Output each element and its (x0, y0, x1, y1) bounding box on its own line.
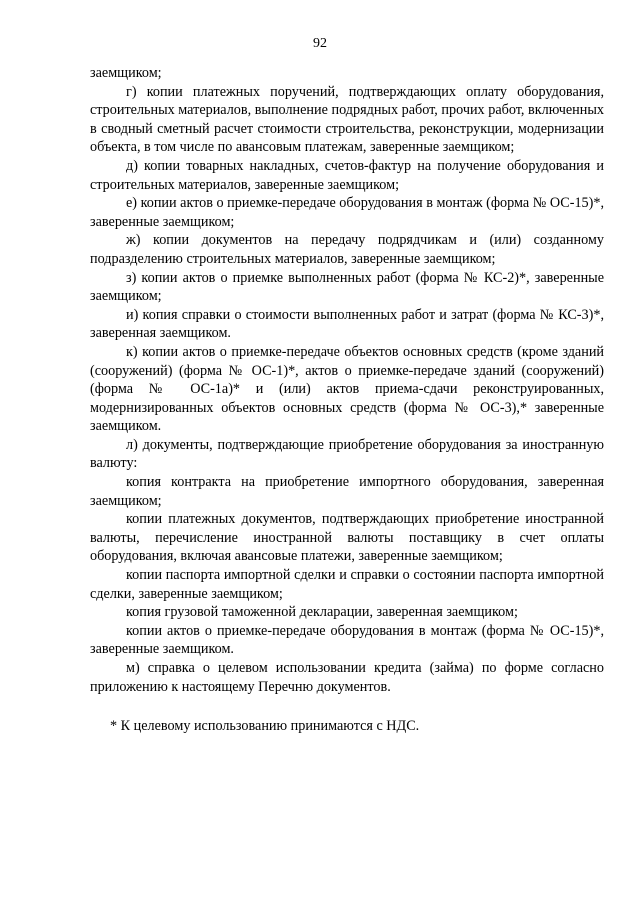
paragraph-item-z: з) копии актов о приемке выполненных работ (форма № КС-2)*, заверенные заемщиком; (90, 269, 604, 305)
paragraph-item-e: е) копии актов о приемке-передаче оборудования в монтаж (форма № ОС-15)*, заверенные заемщиком; (90, 195, 604, 230)
paragraph-subitem-passport: копии паспорта импортной сделки и справки о состоянии паспорта импортной сделки, заверенные заемщиком; (90, 567, 604, 602)
paragraph-item-l: л) документы, подтверждающие приобретение оборудования за иностранную валюту: (90, 436, 604, 472)
paragraph-item-i: и) копия справки о стоимости выполненных работ и затрат (форма № КС-3)*, заверенная заемщиком. (90, 306, 604, 342)
paragraph-item-k: к) копии актов о приемке-передаче объектов основных средств (кроме зданий (сооружений) (форма № ОС-1)*, актов о приемке-передаче зданий (сооружений) (форма № ОС-1а)* и (или) актов приема-сдачи реконструированных, модернизированных объектов основных средств (форма № ОС-3),* заверенные заемщиком. (90, 343, 604, 435)
paragraph-continuation: заемщиком; (90, 65, 162, 81)
paragraph-subitem-acts: копии актов о приемке-передаче оборудования в монтаж (форма № ОС-15)*, заверенные заемщиком. (90, 622, 604, 658)
paragraph-item-d: д) копии товарных накладных, счетов-фактур на получение оборудования и строительных материалов, заверенные заемщиком; (90, 157, 604, 193)
paragraph-subitem-contract: копия контракта на приобретение импортного оборудования, заверенная заемщиком; (90, 474, 604, 509)
paragraph-subitem-payments: копии платежных документов, подтверждающих приобретение иностранной валюты, перечисление иностранной валюты поставщику в счет оплаты оборудования, включая авансовые платежи, заверенные заемщиком; (90, 511, 604, 565)
paragraph-subitem-customs: копия грузовой таможенной декларации, заверенная заемщиком; (126, 604, 518, 621)
footnote: * К целевому использованию принимаются с НДС. (110, 718, 420, 735)
paragraph-item-m: м) справка о целевом использовании кредита (займа) по форме согласно приложению к настоящему Перечню документов. (90, 660, 604, 695)
paragraph-item-zh: ж) копии документов на передачу подрядчикам и (или) созданному подразделению строительных материалов, заверенные заемщиком; (90, 232, 604, 267)
paragraph-item-g: г) копии платежных поручений, подтверждающих оплату оборудования, строительных материалов, выполнение подрядных работ, прочих работ, включенных в сводный сметный расчет стоимости строительства, реконструкции, модернизации объекта, в том числе по авансовым платежам, заверенные заемщиком; (90, 83, 604, 156)
page-number: 92 (313, 36, 327, 51)
document-body (90, 64, 604, 736)
